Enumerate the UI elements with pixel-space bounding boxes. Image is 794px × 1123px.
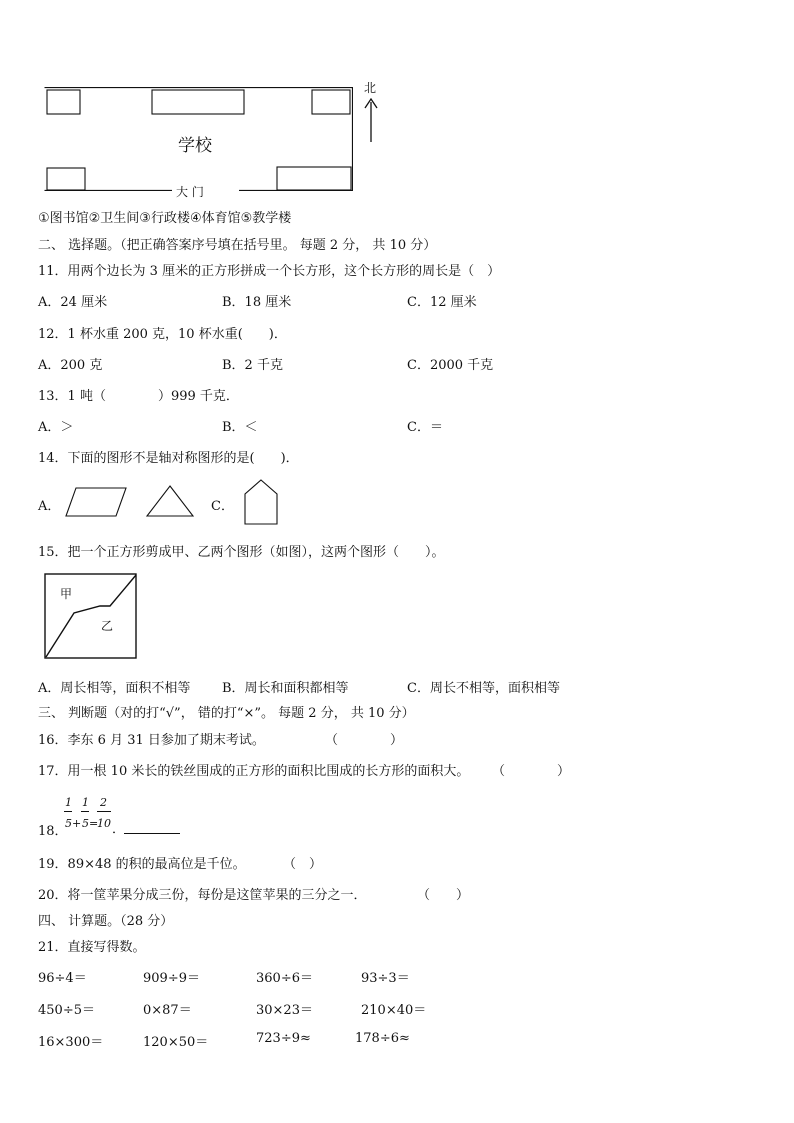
q15-option-c: C．周长不相等，面积相等 [407,681,560,696]
q19-answer-blank[interactable]: （ ） [283,857,323,872]
q12-option-c: C．2000 千克 [407,358,494,373]
north-label: 北 [364,81,377,95]
q18-fraction3-numerator: 2 [100,796,107,809]
calc-item: 360÷6＝ [256,971,313,986]
q14-option-a: A． [38,499,61,514]
q18-equals: = [89,817,99,830]
q21-stem: 21．直接写得数。 [38,940,146,955]
school-map [44,87,353,199]
q13-option-c: C．＝ [407,420,443,435]
building-bottom-right [277,167,351,190]
q12-stem: 12．1 杯水重 200 克，10 杯水重( )． [38,327,287,342]
section3-header: 三、 判断题（对的打“√”， 错的打“×”。 每题 2 分， 共 10 分） [38,706,415,721]
q18-fraction1-numerator: 1 [65,796,72,809]
calc-item: 178÷6≈ [355,1031,410,1046]
q18-period: ． [112,822,126,837]
q18-fraction2-bar [81,811,89,812]
q15-stem: 15．把一个正方形剪成甲、乙两个图形（如图），这两个图形（ ）。 [38,545,445,560]
section4-header: 四、 计算题。（28 分） [38,914,174,929]
triangle-shape [145,484,195,518]
map-school-label: 学校 [178,136,212,156]
q15-option-a: A．周长相等，面积不相等 [38,681,191,696]
figure-label-jia: 甲 [60,587,73,601]
q19-stem: 19．89×48 的积的最高位是千位。 [38,857,246,872]
calc-item: 723÷9≈ [256,1031,311,1046]
map-gate-label: 大 门 [172,183,208,200]
building-top-middle [152,90,244,114]
q13-stem: 13．1 吨（ ）999 千克． [38,389,239,404]
q14-stem: 14．下面的图形不是轴对称图形的是( )． [38,451,299,466]
q11-option-c: C．12 厘米 [407,295,477,310]
q16-stem: 16．李东 6 月 31 日参加了期末考试。 [38,733,265,748]
q18-fraction1-bar [64,811,72,812]
q12-option-a: A．200 克 [38,358,103,373]
q20-stem: 20．将一筐苹果分成三份，每份是这筐苹果的三分之一． [38,888,367,903]
q18-fraction2-numerator: 1 [82,796,89,809]
section2-header: 二、 选择题。（把正确答案序号填在括号里。 每题 2 分， 共 10 分） [38,238,437,253]
q13-option-b: B．＜ [222,420,258,435]
q20-answer-blank[interactable]: （ ） [417,888,470,903]
q11-option-b: B．18 厘米 [222,295,292,310]
figure-label-yi: 乙 [101,619,114,633]
calc-item: 96÷4＝ [38,971,87,986]
calc-item: 120×50＝ [143,1035,209,1050]
map-legend: ①图书馆②卫生间③行政楼④体育馆⑤教学楼 [38,211,292,226]
north-arrow-icon [364,98,378,144]
building-bottom-left [47,168,85,190]
calc-item: 210×40＝ [361,1003,427,1018]
q16-answer-blank[interactable]: （ ） [325,733,404,748]
q18-fraction3-bar [97,811,111,812]
q17-stem: 17．用一根 10 米长的铁丝围成的正方形的面积比围成的长方形的面积大。 [38,764,470,779]
q18-fraction2-denominator: 5 [82,817,89,830]
q11-stem: 11．用两个边长为 3 厘米的正方形拼成一个长方形，这个长方形的周长是（ ） [38,264,501,279]
q18-number: 18． [38,824,68,839]
q14-option-c: C． [211,499,234,514]
q18-fraction1-denominator: 5 [65,817,72,830]
calc-item: 30×23＝ [256,1003,313,1018]
q18-answer-blank[interactable] [124,821,180,834]
q13-option-a: A．＞ [38,420,74,435]
pentagon-house-shape [242,478,280,526]
calc-item: 93÷3＝ [361,971,410,986]
calc-item: 0×87＝ [143,1003,192,1018]
parallelogram-shape [64,486,128,518]
calc-item: 16×300＝ [38,1035,104,1050]
q17-answer-blank[interactable]: （ ） [492,764,571,779]
building-top-right [312,90,350,114]
building-top-left [47,90,80,114]
calc-item: 909÷9＝ [143,971,200,986]
q18-fraction3-denominator: 10 [97,817,111,830]
q11-option-a: A．24 厘米 [38,295,108,310]
cut-square-figure [44,573,138,659]
q15-option-b: B．周长和面积都相等 [222,681,349,696]
q18-plus: + [72,817,82,830]
calc-item: 450÷5＝ [38,1003,95,1018]
q12-option-b: B．2 千克 [222,358,283,373]
